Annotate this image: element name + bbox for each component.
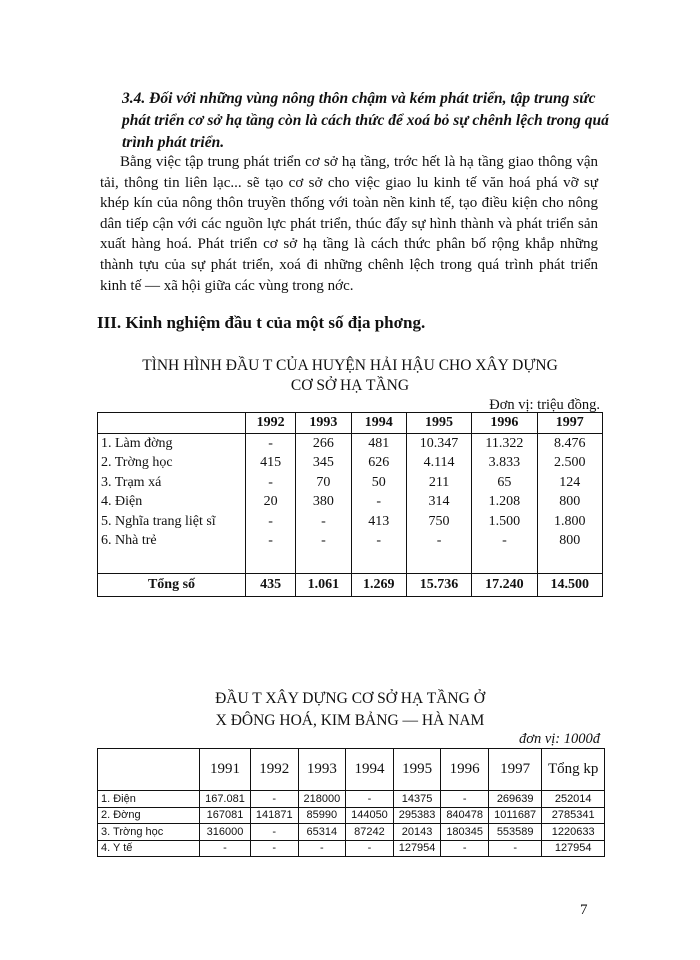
cell-value: 626 <box>351 454 406 474</box>
table1-year-header: 1996 <box>472 413 537 434</box>
table1-year-header: 1993 <box>296 413 351 434</box>
table1-year-header: 1994 <box>351 413 406 434</box>
table-row <box>98 807 605 824</box>
cell-value: 20 <box>246 493 296 513</box>
cell-value: 85990 <box>298 807 346 824</box>
cell-value: 127954 <box>542 840 605 857</box>
cell-value: - <box>246 532 296 552</box>
cell-value: 50 <box>351 473 406 493</box>
cell-value: - <box>246 512 296 532</box>
table-row <box>98 434 603 454</box>
cell-value: - <box>298 840 346 857</box>
cell-value: - <box>488 840 541 857</box>
table-row <box>98 824 605 841</box>
row-label: 4. Điện <box>98 493 246 513</box>
cell-value: 252014 <box>542 791 605 808</box>
table2-corner-cell <box>98 749 200 791</box>
table-row <box>98 791 605 808</box>
cell-value: - <box>441 791 489 808</box>
cell-value: - <box>346 791 394 808</box>
row-label: 4. Y tế <box>98 840 200 857</box>
section-3-4-paragraph: Bằng việc tập trung phát triển cơ sở hạ tầng, trớc hết là hạ tầng giao thông vận tải, thông tin liên lạc... sẽ tạo cơ sở cho việc giao lu kinh tế văn hoá phá vỡ sự khép kín của nông thôn truyền thống với toàn nền kinh tế, tạo điều kiện cho nông dân tiếp cận với các nguồn lực phát triển, thúc đẩy sự hình thành và phát triển sản xuất hàng hoá. Phát triển cơ sở hạ tầng là cách thức phân bố rộng khắp những thành tựu của sự phát triển, xoá đi những chênh lệch trong quá trình phát triển kinh tế — xã hội giữa các vùng trong nớc. <box>100 154 598 294</box>
table1-unit: Đơn vị: triệu đồng. <box>489 397 600 413</box>
table2-year-header: 1992 <box>250 749 298 791</box>
cell-value: - <box>296 532 351 552</box>
cell-value: - <box>346 840 394 857</box>
page-number: 7 <box>580 902 588 918</box>
row-label: 2. Đờng <box>98 807 200 824</box>
cell-value: 4.114 <box>406 454 471 474</box>
section-3-4-heading: 3.4. Đối với những vùng nông thôn chậm và kém phát triển, tập trung sức phát triển cơ sở hạ tầng còn là cách thức để xoá bỏ sự chênh lệch trong quá trình phát triển. <box>122 90 609 151</box>
cell-value: 380 <box>296 493 351 513</box>
table2-year-header: 1996 <box>441 749 489 791</box>
cell-value: 840478 <box>441 807 489 824</box>
total-label: Tổng số <box>98 574 246 597</box>
table1-corner-cell <box>98 413 246 434</box>
cell-value: - <box>406 532 471 552</box>
row-label: 3. Trờng học <box>98 824 200 841</box>
cell-value: - <box>246 473 296 493</box>
cell-value: 269639 <box>488 791 541 808</box>
cell-value: 10.347 <box>406 434 471 454</box>
row-label: 5. Nghĩa trang liệt sĩ <box>98 512 246 532</box>
cell-value: 1220633 <box>542 824 605 841</box>
table-row <box>98 493 603 513</box>
cell-value: 2785341 <box>542 807 605 824</box>
table2-header-row <box>98 749 605 791</box>
table1-year-header: 1997 <box>537 413 602 434</box>
cell-value: 70 <box>296 473 351 493</box>
cell-value: - <box>246 434 296 454</box>
cell-value: 1.500 <box>472 512 537 532</box>
table-spacer-row <box>98 551 603 574</box>
table2 <box>97 748 605 857</box>
cell-value: - <box>351 532 406 552</box>
cell-value: - <box>351 493 406 513</box>
table1-year-header: 1995 <box>406 413 471 434</box>
table1 <box>97 412 603 597</box>
table2-title-line2: X ĐÔNG HOÁ, KIM BẢNG — HÀ NAM <box>215 712 485 729</box>
cell-value: 481 <box>351 434 406 454</box>
table-row <box>98 840 605 857</box>
total-value: 14.500 <box>537 574 602 597</box>
table1-title-line1: TÌNH HÌNH ĐẦU T CỦA HUYỆN HẢI HẬU CHO XÂY DỰNG <box>142 357 558 374</box>
table-row <box>98 532 603 552</box>
cell-value: 8.476 <box>537 434 602 454</box>
cell-value: 87242 <box>346 824 394 841</box>
cell-value: 415 <box>246 454 296 474</box>
cell-value: 211 <box>406 473 471 493</box>
cell-value: - <box>200 840 251 857</box>
table2-year-header: 1995 <box>393 749 441 791</box>
table1-header-row <box>98 413 603 434</box>
table2-year-header: 1997 <box>488 749 541 791</box>
cell-value: 314 <box>406 493 471 513</box>
cell-value: 1.208 <box>472 493 537 513</box>
cell-value: - <box>441 840 489 857</box>
row-label: 1. Điện <box>98 791 200 808</box>
table2-total-header: Tổng kp <box>542 749 605 791</box>
cell-value: 2.500 <box>537 454 602 474</box>
cell-value: 127954 <box>393 840 441 857</box>
total-value: 1.269 <box>351 574 406 597</box>
cell-value: 11.322 <box>472 434 537 454</box>
total-value: 1.061 <box>296 574 351 597</box>
total-value: 15.736 <box>406 574 471 597</box>
section-3-title: III. Kinh nghiệm đầu t của một số địa phơng. <box>97 313 426 332</box>
row-label: 3. Trạm xá <box>98 473 246 493</box>
table1-title-line2: CƠ SỞ HẠ TẦNG <box>290 377 410 394</box>
cell-value: 316000 <box>200 824 251 841</box>
cell-value: 750 <box>406 512 471 532</box>
row-label: 1. Làm đờng <box>98 434 246 454</box>
cell-value: 266 <box>296 434 351 454</box>
row-label: 6. Nhà trẻ <box>98 532 246 552</box>
cell-value: - <box>250 824 298 841</box>
table2-year-header: 1994 <box>346 749 394 791</box>
cell-value: 167081 <box>200 807 251 824</box>
cell-value: 1011687 <box>488 807 541 824</box>
table1-year-header: 1992 <box>246 413 296 434</box>
cell-value: - <box>250 791 298 808</box>
cell-value: 124 <box>537 473 602 493</box>
row-label: 2. Trờng học <box>98 454 246 474</box>
cell-value: 167.081 <box>200 791 251 808</box>
cell-value: 65314 <box>298 824 346 841</box>
cell-value: 3.833 <box>472 454 537 474</box>
cell-value: 1.800 <box>537 512 602 532</box>
table2-year-header: 1991 <box>200 749 251 791</box>
total-value: 17.240 <box>472 574 537 597</box>
cell-value: 144050 <box>346 807 394 824</box>
cell-value: 345 <box>296 454 351 474</box>
cell-value: - <box>472 532 537 552</box>
cell-value: 800 <box>537 532 602 552</box>
cell-value: 413 <box>351 512 406 532</box>
table1-title <box>100 356 600 396</box>
cell-value: 20143 <box>393 824 441 841</box>
table-row <box>98 473 603 493</box>
cell-value: - <box>250 840 298 857</box>
table2-title-line1: ĐẦU T XÂY DỰNG CƠ SỞ HẠ TẦNG Ở <box>215 690 485 707</box>
total-value: 435 <box>246 574 296 597</box>
table-row <box>98 454 603 474</box>
cell-value: 553589 <box>488 824 541 841</box>
table2-unit: đơn vị: 1000đ <box>518 731 600 747</box>
table2-year-header: 1993 <box>298 749 346 791</box>
cell-value: 14375 <box>393 791 441 808</box>
table-row <box>98 512 603 532</box>
cell-value: 141871 <box>250 807 298 824</box>
table1-total-row <box>98 574 603 597</box>
table2-title <box>100 688 600 732</box>
cell-value: 218000 <box>298 791 346 808</box>
cell-value: 180345 <box>441 824 489 841</box>
cell-value: 800 <box>537 493 602 513</box>
cell-value: 295383 <box>393 807 441 824</box>
cell-value: - <box>296 512 351 532</box>
cell-value: 65 <box>472 473 537 493</box>
